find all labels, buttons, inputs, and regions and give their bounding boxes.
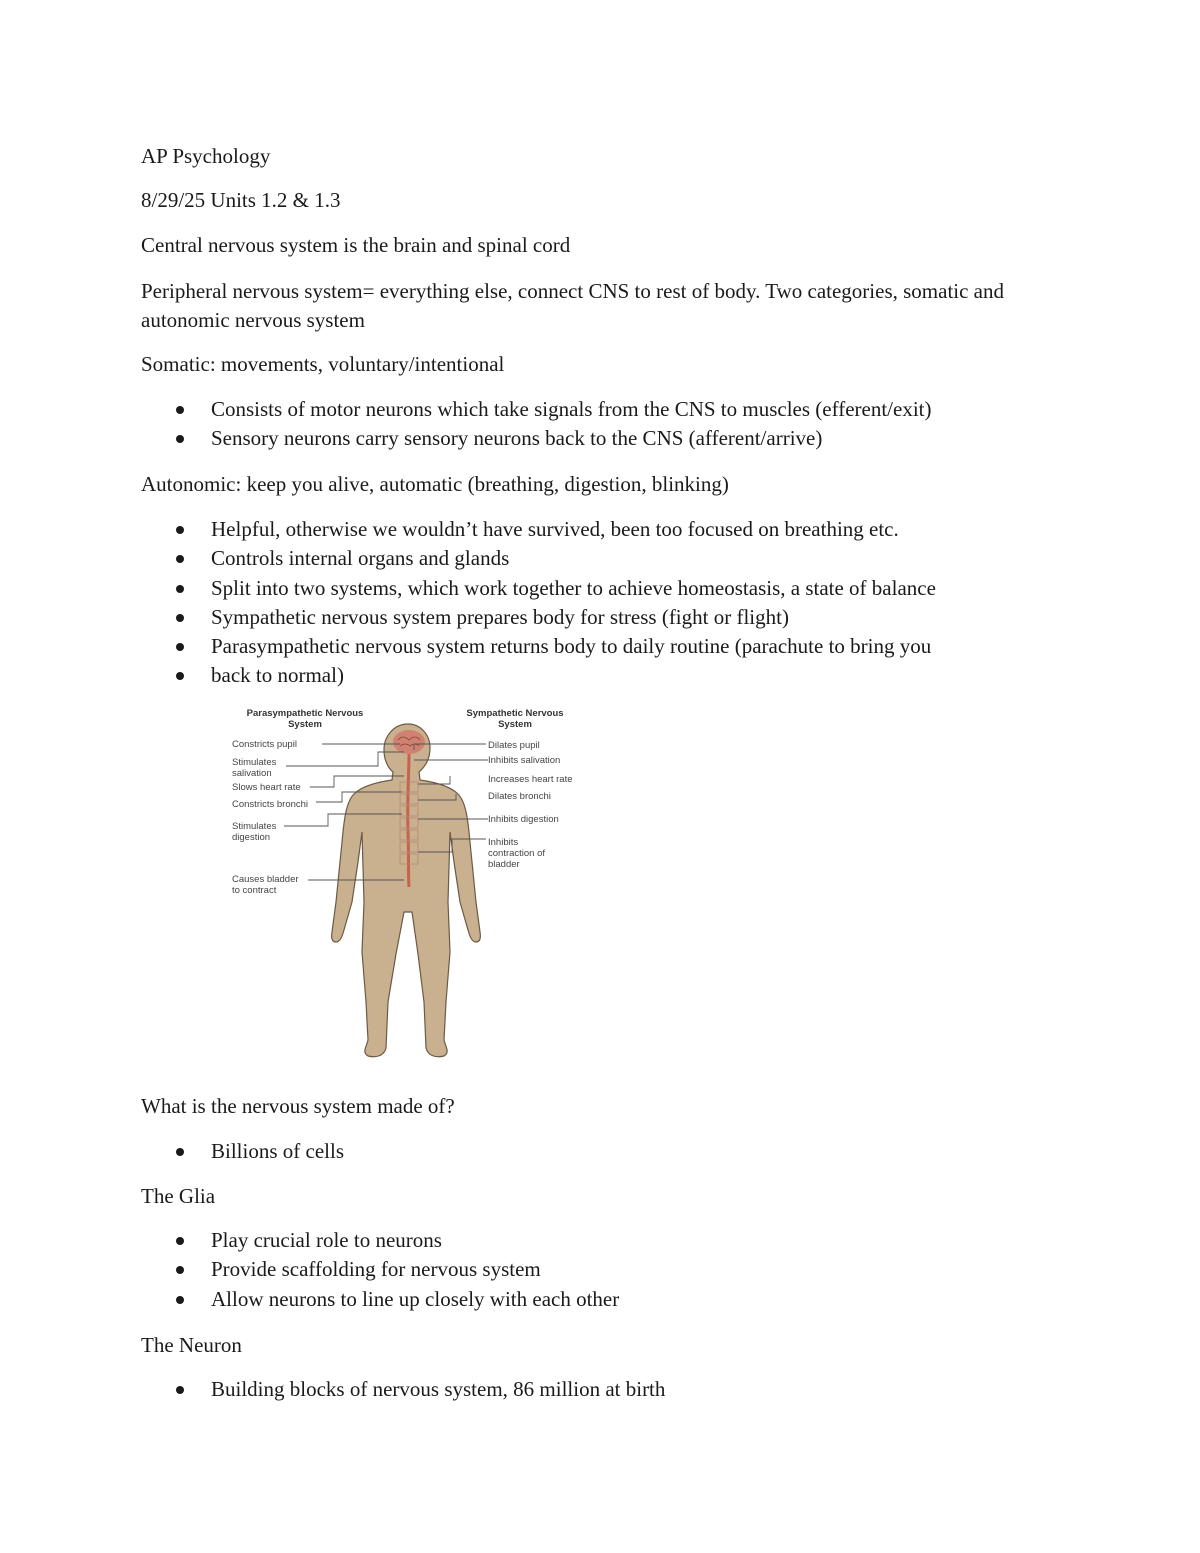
bullet-icon (176, 585, 184, 593)
human-body-icon (332, 724, 481, 1057)
bullet-icon (176, 406, 184, 414)
bullet-icon (176, 643, 184, 651)
list-item: Sensory neurons carry sensory neurons back to the CNS (afferent/arrive) (141, 424, 932, 453)
label-inhibits-contraction-1: Inhibits (488, 837, 519, 848)
pns-line: Peripheral nervous system= everything else, connect CNS to rest of body. Two categories, somatic and autonomic nervous system (141, 279, 1004, 332)
list-item: Helpful, otherwise we wouldn’t have survived, been too focused on breathing etc. (141, 515, 936, 544)
symp-heading-line-1: Sympathetic Nervous (466, 708, 564, 719)
label-increases-heart-rate: Increases heart rate (488, 774, 573, 785)
doc-title: AP Psychology (141, 144, 271, 168)
bullet-icon (176, 672, 184, 680)
label-constricts-bronchi: Constricts bronchi (232, 799, 309, 810)
glia-heading: The Glia (141, 1184, 216, 1208)
label-stimulates-digestion-1: Stimulates (232, 821, 277, 832)
label-stimulates-digestion-2: digestion (232, 832, 271, 843)
para-heading-line-1: Parasympathetic Nervous (246, 708, 364, 719)
list-item: Provide scaffolding for nervous system (141, 1255, 619, 1284)
list-item: Billions of cells (141, 1137, 344, 1166)
date-line: 8/29/25 Units 1.2 & 1.3 (141, 188, 341, 212)
bullet-icon (176, 1148, 184, 1156)
label-inhibits-contraction-2: contraction of (488, 848, 546, 859)
list-item: Parasympathetic nervous system returns body to daily routine (parachute to bring you (141, 632, 936, 661)
list-item: back to normal) (141, 661, 936, 690)
bullet-icon (176, 555, 184, 563)
bullet-icon (176, 1266, 184, 1274)
cns-line: Central nervous system is the brain and spinal cord (141, 233, 571, 257)
list-item: Controls internal organs and glands (141, 544, 936, 573)
list-item: Split into two systems, which work together to achieve homeostasis, a state of balance (141, 574, 936, 603)
symp-heading-line-2: System (498, 719, 532, 730)
bullet-icon (176, 526, 184, 534)
neuron-list (141, 1375, 665, 1404)
list-item: Building blocks of nervous system, 86 million at birth (141, 1375, 665, 1404)
label-stimulates-salivation-1: Stimulates (232, 757, 277, 768)
nervous-system-figure (228, 702, 584, 1064)
label-inhibits-salivation: Inhibits salivation (488, 755, 561, 766)
somatic-list (141, 395, 932, 454)
bullet-icon (176, 1237, 184, 1245)
label-dilates-bronchi: Dilates bronchi (488, 791, 551, 802)
list-item: Consists of motor neurons which take signals from the CNS to muscles (efferent/exit) (141, 395, 932, 424)
label-constricts-pupil: Constricts pupil (232, 739, 297, 750)
bullet-icon (176, 1386, 184, 1394)
para-heading-line-2: System (288, 719, 322, 730)
label-dilates-pupil: Dilates pupil (488, 740, 540, 751)
label-slows-heart-rate: Slows heart rate (232, 782, 301, 793)
label-inhibits-contraction-3: bladder (488, 859, 520, 870)
somatic-heading: Somatic: movements, voluntary/intentional (141, 352, 505, 376)
label-inhibits-digestion: Inhibits digestion (488, 814, 559, 825)
made-of-list (141, 1137, 344, 1166)
autonomic-heading: Autonomic: keep you alive, automatic (breathing, digestion, blinking) (141, 472, 729, 496)
list-item: Play crucial role to neurons (141, 1226, 619, 1255)
glia-list (141, 1226, 619, 1314)
label-causes-bladder-2: to contract (232, 885, 277, 896)
made-of-heading: What is the nervous system made of? (141, 1094, 455, 1118)
list-item: Sympathetic nervous system prepares body for stress (fight or flight) (141, 603, 936, 632)
neuron-heading: The Neuron (141, 1333, 242, 1357)
label-stimulates-salivation-2: salivation (232, 768, 272, 779)
bullet-icon (176, 435, 184, 443)
bullet-icon (176, 1296, 184, 1304)
autonomic-list (141, 515, 936, 691)
bullet-icon (176, 614, 184, 622)
list-item: Allow neurons to line up closely with each other (141, 1285, 619, 1314)
nervous-system-diagram (228, 702, 584, 1064)
label-causes-bladder-1: Causes bladder (232, 874, 299, 885)
